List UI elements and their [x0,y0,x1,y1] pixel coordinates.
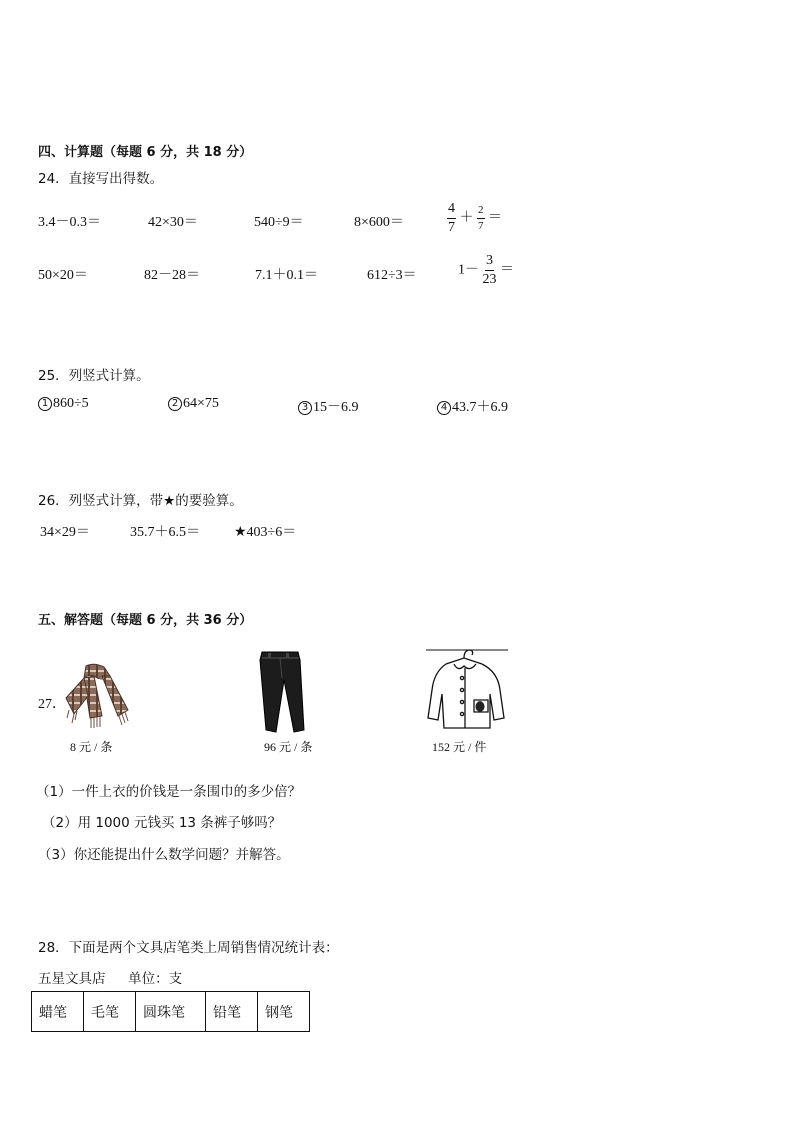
q24-item: 3.4－0.3＝ [38,215,101,230]
store-name: 五星文具店 [38,971,106,987]
equals-sign: ＝ [488,210,502,226]
table-header-cell: 蜡笔 [32,992,84,1032]
q27-number: 27． [38,697,66,712]
table-header-cell: 钢笔 [258,992,310,1032]
q25-item [168,396,219,412]
q27-part-2: （2）用 1000 元钱买 13 条裤子够吗？ [42,815,282,831]
q24-fraction-sum [447,202,502,235]
fraction-denominator: 7 [478,220,484,232]
fraction-denominator: 23 [482,272,497,287]
equals-sign: ＝ [500,262,514,278]
q24-item: 8×600＝ [354,215,404,230]
scarf-price: 8 元 / 条 [70,740,113,754]
jacket-picture [424,646,510,732]
fraction [483,254,497,287]
q25-expr: 860÷5 [53,396,89,411]
unit-label: 单位：支 [128,971,183,987]
q26-item: 35.7＋6.5＝ [130,525,200,540]
q24-item: 612÷3＝ [367,268,417,283]
q24-item: 7.1＋0.1＝ [255,268,318,283]
q25-expr: 43.7＋6.9 [452,400,508,415]
circled-number: 3 [298,401,312,415]
fraction [477,205,485,232]
table-header-cell: 铅笔 [206,992,258,1032]
circled-number: 4 [437,401,451,415]
q24-item: 42×30＝ [148,215,198,230]
one-minus: 1－ [458,262,479,278]
fraction-numerator: 4 [447,202,456,219]
q25-expr: 64×75 [183,396,219,411]
q25-item [437,396,508,416]
scarf-picture [64,662,134,730]
q25-item [298,396,359,416]
q24-stem: 24．直接写出得数。 [38,171,164,187]
q26-item: 34×29＝ [40,525,90,540]
fraction-denominator: 7 [448,220,455,235]
q25-expr: 15－6.9 [313,400,359,415]
q26-item: ★403÷6＝ [234,525,297,540]
pants-price: 96 元 / 条 [264,740,313,754]
q24-fraction-diff [458,254,514,287]
q25-stem: 25．列竖式计算。 [38,368,150,384]
jacket-price: 152 元 / 件 [432,740,487,754]
pants-picture [256,650,310,734]
section-4-title: 四、计算题（每题 6 分，共 18 分） [38,145,253,160]
fraction [447,202,456,235]
circled-number: 1 [38,397,52,411]
q26-stem: 26．列竖式计算，带★的要验算。 [38,493,243,509]
q24-item: 82－28＝ [144,268,200,283]
table-header-cell: 圆珠笔 [136,992,206,1032]
section-5-title: 五、解答题（每题 6 分，共 36 分） [38,613,253,628]
q28-table-caption [38,967,182,987]
fraction-numerator: 2 [477,205,485,219]
table-header-cell: 毛笔 [84,992,136,1032]
circled-number: 2 [168,397,182,411]
table-row [32,992,310,1032]
sales-table [31,991,310,1032]
plus-sign: ＋ [459,210,474,226]
q24-item: 50×20＝ [38,268,88,283]
q28-stem: 28．下面是两个文具店笔类上周销售情况统计表： [38,940,339,956]
q25-item [38,396,89,412]
q27-part-1: （1）一件上衣的价钱是一条围巾的多少倍？ [36,784,302,800]
q27-part-3: （3）你还能提出什么数学问题？并解答。 [38,847,290,863]
fraction-numerator: 3 [485,254,494,271]
q24-item: 540÷9＝ [254,215,304,230]
